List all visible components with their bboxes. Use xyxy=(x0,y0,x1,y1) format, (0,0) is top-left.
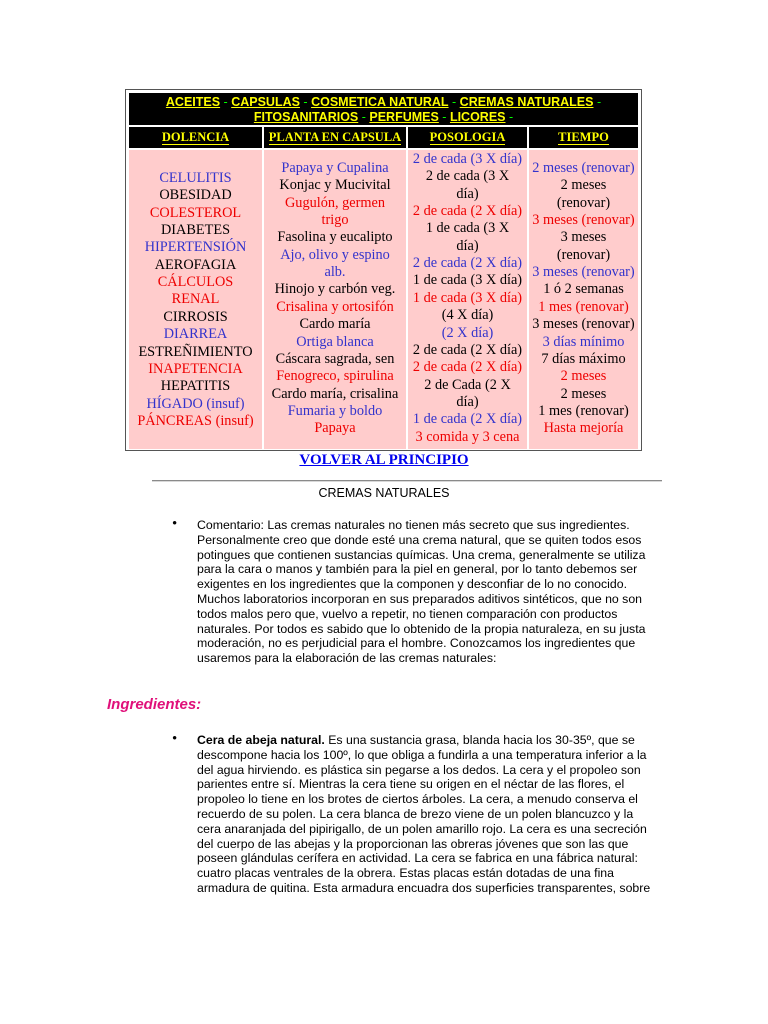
remedies-table xyxy=(125,89,642,451)
header-tiempo xyxy=(529,127,638,148)
bullet-comentario: • xyxy=(172,516,178,532)
column-dolencia xyxy=(129,150,262,449)
planta-line: Cáscara sagrada, sen xyxy=(275,350,395,367)
planta-line: alb. xyxy=(324,264,346,281)
tiempo-line: 7 días máximo xyxy=(541,350,626,367)
tiempo-line: (renovar) xyxy=(556,194,611,211)
cera-first-line xyxy=(197,733,667,748)
dolencia-line: INAPETENCIA xyxy=(148,360,243,377)
divider xyxy=(152,480,662,482)
tiempo-line: 3 meses (renovar) xyxy=(532,316,635,333)
nav-separator: - xyxy=(299,95,312,109)
posologia-line: 2 de cada (2 X día) xyxy=(412,203,523,220)
planta-line: Ajo, olivo y espino xyxy=(280,246,390,263)
tiempo-line: 2 meses xyxy=(560,177,607,194)
dolencia-line: COLESTEROL xyxy=(149,204,242,221)
posologia-line: 1 de cada (2 X día) xyxy=(412,411,523,428)
nav-link-aceites[interactable]: ACEITES xyxy=(165,95,221,109)
tiempo-line: (renovar) xyxy=(556,246,611,263)
posologia-line: 2 de cada (3 X día) xyxy=(412,151,523,167)
planta-line: Fenogreco, spirulina xyxy=(276,368,394,385)
tiempo-line: 3 meses (renovar) xyxy=(532,212,635,229)
comentario-line: potingues que contienen sustancias químicas. Una crema, generalmente se utiliza xyxy=(197,547,646,562)
section-title: CREMAS NATURALES xyxy=(318,486,450,500)
header-dolencia xyxy=(129,127,262,148)
nav-separator: - xyxy=(593,95,602,109)
header-posologia-label: POSOLOGIA xyxy=(429,130,506,144)
comentario-line: todos malos pero que, vuelvo a repetir, no tienen comparación con productos xyxy=(197,606,618,621)
nav-link-licores[interactable]: LICORES xyxy=(449,110,506,124)
planta-line: Fumaria y boldo xyxy=(287,402,383,419)
header-dolencia-label: DOLENCIA xyxy=(161,130,230,144)
nav-separator: - xyxy=(505,110,514,124)
dolencia-line: HÍGADO (insuf) xyxy=(146,395,245,412)
column-planta xyxy=(264,150,406,449)
dolencia-line: RENAL xyxy=(171,291,220,308)
comentario-line: usaremos para la elaboración de las cremas naturales: xyxy=(197,651,497,666)
planta-line: Crisalina y ortosifón xyxy=(276,298,394,315)
tiempo-line: Hasta mejoría xyxy=(543,420,624,437)
tiempo-line: 2 meses xyxy=(560,385,607,402)
cera-line: cera anaranjada del pipirigallo, de un polen amarillo rojo. La cera es una secreción xyxy=(197,821,647,836)
nav-separator: - xyxy=(448,95,460,109)
posologia-line: 1 de cada (3 X día) xyxy=(412,289,523,306)
posologia-line: (4 X día) xyxy=(441,307,494,324)
cera-line: armadura de quitina. Esta armadura encuadra dos superficies transparentes, sobre xyxy=(197,880,651,895)
posologia-line: 2 de Cada (2 X xyxy=(424,376,511,393)
back-to-top-link[interactable]: VOLVER AL PRINCIPIO xyxy=(299,452,469,468)
dolencia-line: CIRROSIS xyxy=(163,308,228,325)
column-posologia xyxy=(408,150,527,449)
dolencia-line: OBESIDAD xyxy=(159,187,232,204)
nav-separator: - xyxy=(438,110,450,124)
header-planta-label: PLANTA EN CAPSULA xyxy=(268,130,402,144)
planta-line: Papaya xyxy=(314,420,356,437)
posologia-line: día) xyxy=(456,185,479,202)
cera-line: cuatro placas ventrales de la obrera. Estas placas están dotadas de una fina xyxy=(197,866,614,881)
tiempo-line: 3 meses (renovar) xyxy=(532,264,635,281)
comentario-line: exigentes en los ingredientes que la componen y desconfiar de lo no conocido. xyxy=(197,577,627,592)
posologia-line: 2 de cada (2 X día) xyxy=(412,341,523,358)
cera-line: parientes entre sí. Mientras la cera tiene su origen en el néctar de las flores, el xyxy=(197,777,625,792)
planta-line: Papaya y Cupalina xyxy=(281,160,389,176)
tiempo-line: 1 mes (renovar) xyxy=(538,402,629,419)
cera-line: recuerdo de su polen. La cera blanca de brezo viene de un polen blancuzco y la xyxy=(197,806,634,821)
cera-line: del cuerpo de las abejas y la proporcionan las obreras jóvenes que son las que xyxy=(197,836,629,851)
dolencia-line: CELULITIS xyxy=(159,170,232,186)
posologia-line: día) xyxy=(456,237,479,254)
nav-line-2 xyxy=(129,110,638,125)
comentario-line: Comentario: Las cremas naturales no tienen más secreto que sus ingredientes. xyxy=(197,518,630,532)
dolencia-line: HIPERTENSIÓN xyxy=(144,239,247,256)
dolencia-line: ESTREÑIMIENTO xyxy=(138,343,253,360)
header-planta xyxy=(264,127,406,148)
nav-link-fitosanitarios[interactable]: FITOSANITARIOS xyxy=(253,110,359,124)
planta-line: Ortiga blanca xyxy=(296,333,374,350)
dolencia-line: DIABETES xyxy=(160,222,231,239)
comentario-line: Muchos laboratorios incorporan en sus preparados aditivos sintéticos, que no son xyxy=(197,591,642,606)
posologia-line: (2 X día) xyxy=(441,324,494,341)
tiempo-line: 1 mes (renovar) xyxy=(538,298,629,315)
cera-paragraph xyxy=(197,733,667,896)
header-tiempo-label: TIEMPO xyxy=(558,130,609,144)
tiempo-line: 2 meses xyxy=(560,368,607,385)
nav-line-1 xyxy=(129,95,638,110)
bullet-cera: • xyxy=(172,731,178,747)
comentario-paragraph xyxy=(197,518,667,666)
posologia-line: día) xyxy=(456,393,479,410)
planta-line: Hinojo y carbón veg. xyxy=(274,281,396,298)
nav-link-perfumes[interactable]: PERFUMES xyxy=(369,110,439,124)
dolencia-line: PÁNCREAS (insuf) xyxy=(137,412,254,429)
cera-line: propoleo lo tiene en los brotes de ciertos árboles. La cera, a menudo conserva el xyxy=(197,792,638,807)
nav-separator: - xyxy=(358,110,370,124)
tiempo-line: 1 ó 2 semanas xyxy=(543,281,624,298)
tiempo-line: 2 meses (renovar) xyxy=(532,160,635,176)
dolencia-line: DIARREA xyxy=(163,326,228,343)
comentario-line: naturales. Por todos es sabido que lo obtenido de la propia naturaleza, en su justa xyxy=(197,621,646,636)
cera-line: poseen glándulas cerífera en actividad. La cera se fabrica en una fábrica natural: xyxy=(197,851,638,866)
comentario-line: para la cara o manos y también para la piel en general, por lo tanto debemos ser xyxy=(197,562,638,577)
planta-line: Cardo maría, crisalina xyxy=(271,385,399,402)
nav-separator: - xyxy=(220,95,232,109)
nav-link-capsulas[interactable]: CAPSULAS xyxy=(231,95,300,109)
planta-line: Cardo maría xyxy=(299,316,371,333)
posologia-line: 2 de cada (3 X xyxy=(425,168,510,185)
planta-line: Konjac y Mucivital xyxy=(279,177,391,194)
tiempo-line: 3 días mínimo xyxy=(542,333,625,350)
posologia-line: 1 de cada (3 X día) xyxy=(412,272,523,289)
ingredientes-heading: Ingredientes: xyxy=(107,696,202,713)
planta-line: Fasolina y eucalipto xyxy=(277,229,393,246)
dolencia-line: HEPATITIS xyxy=(160,378,231,395)
tiempo-line: 3 meses xyxy=(560,229,607,246)
comentario-line: moderación, no es perjudicial para el hombre. Conozcamos los ingredientes que xyxy=(197,636,636,651)
dolencia-line: AEROFAGIA xyxy=(154,256,237,273)
nav-link-cosmetica-natural[interactable]: COSMETICA NATURAL xyxy=(311,95,449,109)
planta-line: Gugulón, germen xyxy=(284,194,386,211)
planta-line: trigo xyxy=(321,212,349,229)
cera-first-rest: Es una sustancia grasa, blanda hacia los 30-35º, que se xyxy=(324,733,635,747)
cera-title: Cera de abeja natural. xyxy=(197,733,325,747)
dolencia-line: CÁLCULOS xyxy=(157,274,234,291)
posologia-line: 3 comida y 3 cena xyxy=(415,428,520,445)
column-tiempo xyxy=(529,150,638,449)
posologia-line: 2 de cada (2 X día) xyxy=(412,359,523,376)
comentario-line: Personalmente creo que donde esté una crema natural, que se quiten todos esos xyxy=(197,532,642,547)
posologia-line: 2 de cada (2 X día) xyxy=(412,255,523,272)
cera-line: descompone hacia los 100º, lo que obliga a fundirla a una temperatura inferior a la xyxy=(197,747,647,762)
posologia-line: 1 de cada (3 X xyxy=(425,220,510,237)
header-posologia xyxy=(408,127,527,148)
nav-link-cremas-naturales[interactable]: CREMAS NATURALES xyxy=(459,95,594,109)
cera-line: del agua hirviendo. es plástica sin pegarse a los dedos. La cera y el propoleo son xyxy=(197,762,641,777)
category-nav-bar xyxy=(129,93,638,125)
